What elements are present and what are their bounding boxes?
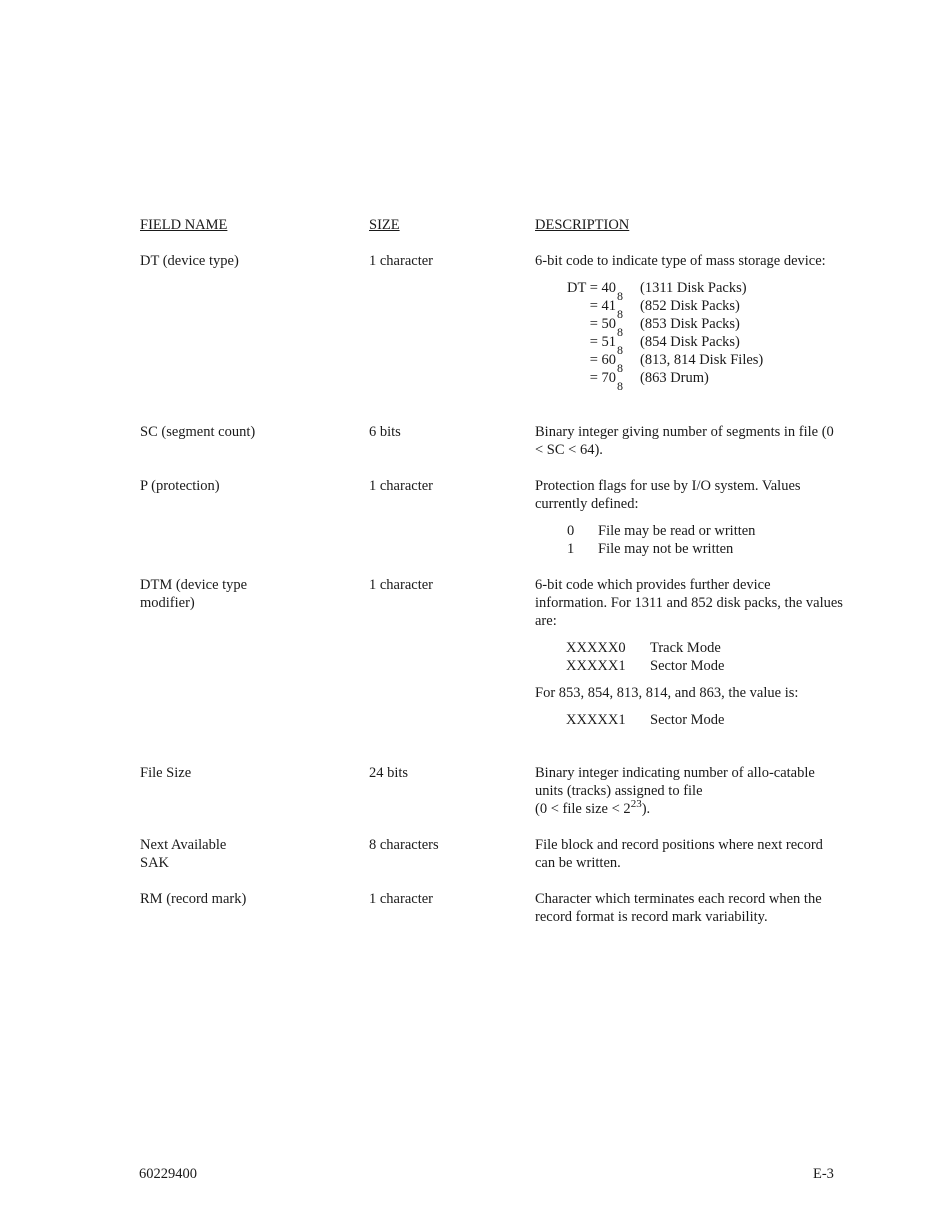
header-field-name: FIELD NAME: [140, 217, 228, 233]
device-code-label: (1311 Disk Packs): [640, 280, 747, 296]
description-text: Binary integer indicating number of allo-catable units (tracks) assigned to file: [535, 765, 815, 799]
device-code-value: = 60: [589, 352, 616, 368]
mode-label: Track Mode: [650, 640, 721, 656]
field-size: 1 character: [369, 891, 433, 907]
header-description: DESCRIPTION: [535, 217, 630, 233]
device-code-value: = 70: [589, 370, 616, 386]
mode-code: XXXXX1: [566, 712, 626, 728]
mode-label: Sector Mode: [650, 658, 725, 674]
flag-meaning: File may be read or written: [598, 523, 756, 539]
field-size: 8 characters: [369, 837, 439, 853]
mode-list: [535, 711, 845, 729]
field-size: 1 character: [369, 253, 433, 269]
flag-code: 0: [567, 523, 575, 539]
field-description: Character which terminates each record when the record format is record mark variability.: [535, 891, 822, 925]
device-code-value: = 51: [589, 334, 616, 350]
device-code-line: [535, 351, 845, 375]
octal-subscript: 8: [617, 289, 623, 303]
field-size: 6 bits: [369, 424, 401, 440]
mode-entry: [535, 711, 845, 729]
field-description: [535, 576, 845, 729]
field-size: 1 character: [369, 478, 433, 494]
field-name: File Size: [140, 765, 192, 781]
page-number: E-3: [813, 1166, 834, 1182]
field-size: 24 bits: [369, 765, 409, 781]
field-description: File block and record positions where next record can be written.: [535, 837, 823, 871]
device-code-line: [535, 297, 845, 321]
device-code-line: [535, 315, 845, 339]
description-text: Protection flags for use by I/O system. Values currently defined:: [535, 478, 801, 512]
device-code-line: [535, 333, 845, 357]
mode-code: XXXXX1: [566, 658, 626, 674]
field-description: [535, 252, 845, 393]
device-code-line: [535, 369, 845, 393]
octal-subscript: 8: [617, 379, 623, 393]
mode-label: Sector Mode: [650, 712, 725, 728]
device-code-label: (852 Disk Packs): [640, 298, 740, 314]
device-code-value: = 50: [589, 316, 616, 332]
field-name: DT (device type): [140, 253, 239, 269]
protection-flag: [535, 540, 845, 558]
octal-subscript: 8: [617, 325, 623, 339]
file-size-range: [535, 800, 835, 818]
device-code-label: (863 Drum): [640, 370, 709, 386]
field-description: [535, 764, 835, 818]
flag-code: 1: [567, 541, 575, 557]
field-description: Binary integer giving number of segments in file (0 < SC < 64).: [535, 424, 834, 458]
field-name: RM (record mark): [140, 891, 247, 907]
exponent: 23: [630, 798, 642, 811]
mode-list: [535, 639, 845, 675]
device-code-list: [535, 279, 845, 393]
field-name: P (protection): [140, 478, 220, 494]
device-code-label: (853 Disk Packs): [640, 316, 740, 332]
flag-meaning: File may not be written: [598, 541, 734, 557]
field-description: [535, 477, 845, 558]
protection-flag: [535, 522, 845, 540]
range-text-end: ).: [641, 801, 651, 817]
device-code-label: (813, 814 Disk Files): [640, 352, 764, 368]
field-name: SC (segment count): [140, 424, 256, 440]
document-number: 60229400: [139, 1166, 197, 1182]
mode-entry: [535, 639, 845, 657]
protection-flag-list: [535, 522, 845, 558]
device-code-label: (854 Disk Packs): [640, 334, 740, 350]
range-text: (0 < file size < 2: [535, 801, 631, 817]
description-text: 6-bit code which provides further device information. For 1311 and 852 disk packs, the values are:: [535, 577, 843, 629]
octal-subscript: 8: [617, 307, 623, 321]
device-code-value: = 41: [589, 298, 616, 314]
field-name: DTM (device type modifier): [140, 577, 248, 611]
octal-subscript: 8: [617, 361, 623, 375]
description-text: 6-bit code to indicate type of mass storage device:: [535, 253, 826, 269]
mode-entry: [535, 657, 845, 675]
device-code-value: DT = 40: [567, 280, 616, 296]
field-size: 1 character: [369, 577, 433, 593]
header-size: SIZE: [369, 217, 400, 233]
description-text-2: For 853, 854, 813, 814, and 863, the value is:: [535, 685, 799, 701]
device-code-line: [535, 279, 845, 303]
field-name: Next Available SAK: [140, 837, 227, 871]
mode-code: XXXXX0: [566, 640, 626, 656]
octal-subscript: 8: [617, 343, 623, 357]
